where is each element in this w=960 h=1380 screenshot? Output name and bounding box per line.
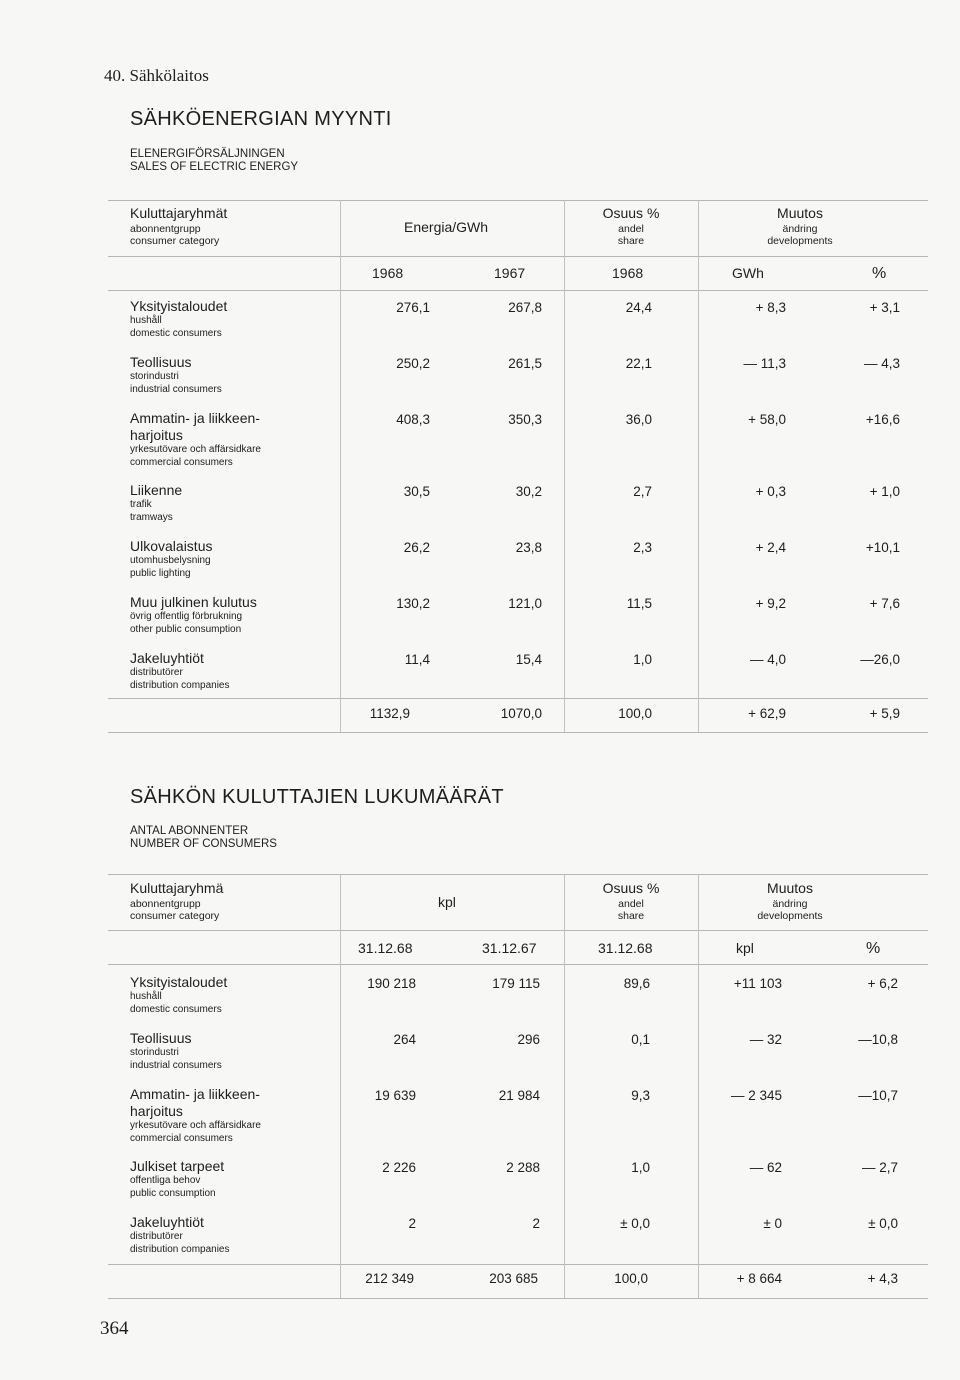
cell-value: + 1,0 — [869, 484, 900, 499]
row-label: Ammatin- ja liikkeen- — [130, 410, 260, 426]
cell-value: 261,5 — [508, 356, 542, 371]
consumers-header-category: Kuluttajaryhmä — [130, 880, 224, 896]
row-label-en: commercial consumers — [130, 1133, 233, 1144]
cell-value: 130,2 — [396, 596, 430, 611]
row-label-se: övrig offentlig förbrukning — [130, 611, 243, 622]
sales-top-rule — [108, 200, 928, 201]
page-number: 364 — [100, 1318, 129, 1339]
cell-value: — 11,3 — [743, 356, 786, 371]
total-value: 1070,0 — [500, 706, 542, 721]
row-label: Yksityistaloudet — [130, 298, 228, 314]
row-label-se: hushåll — [130, 991, 162, 1002]
cell-value: 36,0 — [625, 412, 652, 427]
consumers-subtitle-se: ANTAL ABONNENTER — [130, 825, 249, 837]
row-label-cont: harjoitus — [130, 427, 183, 443]
consumers-subheader-cell: % — [866, 940, 881, 957]
consumers-vline — [340, 874, 341, 1298]
consumers-header-category-se: abonnentgrupp — [130, 898, 201, 910]
cell-value: 19 639 — [374, 1088, 416, 1103]
row-label: Ammatin- ja liikkeen- — [130, 1086, 260, 1102]
cell-value: — 62 — [749, 1160, 782, 1175]
consumers-header-count: kpl — [438, 894, 456, 910]
cell-value: ± 0 — [763, 1216, 782, 1231]
cell-value: 1,0 — [631, 1160, 650, 1175]
cell-value: 296 — [517, 1032, 540, 1047]
cell-value: — 2,7 — [861, 1160, 898, 1175]
cell-value: —10,8 — [858, 1032, 898, 1047]
sales-header-share: Osuus % — [602, 205, 660, 221]
row-label-se: yrkesutövare och affärsidkare — [130, 444, 261, 455]
row-label-en: distribution companies — [130, 1244, 230, 1255]
cell-value: 350,3 — [508, 412, 542, 427]
row-label-cont: harjoitus — [130, 1103, 183, 1119]
consumers-subheader-cell: kpl — [736, 940, 754, 956]
sales-subheader-cell: % — [872, 265, 887, 282]
sales-header-change-se: ändring — [782, 223, 818, 235]
cell-value: + 0,3 — [755, 484, 786, 499]
cell-value: 408,3 — [396, 412, 430, 427]
total-value: 100,0 — [614, 1271, 648, 1286]
cell-value: + 7,6 — [869, 596, 900, 611]
cell-value: 276,1 — [396, 300, 430, 315]
cell-value: 190 218 — [367, 976, 416, 991]
row-label-en: public consumption — [130, 1188, 216, 1199]
row-label-en: distribution companies — [130, 680, 230, 691]
cell-value: 21 984 — [498, 1088, 540, 1103]
cell-value: — 4,0 — [749, 652, 786, 667]
row-label-se: distributörer — [130, 667, 183, 678]
sales-subheader-cell: 1968 — [612, 265, 644, 281]
consumers-header-category-en: consumer category — [130, 910, 220, 922]
consumers-vline — [564, 874, 565, 1298]
total-value: 1132,9 — [369, 706, 410, 721]
sales-subtitle-se: ELENERGIFÖRSÄLJNINGEN — [130, 148, 285, 160]
cell-value: +16,6 — [865, 412, 900, 427]
sales-total-rule-bottom — [108, 732, 928, 733]
cell-value: 2 226 — [382, 1160, 416, 1175]
row-label-en: commercial consumers — [130, 457, 233, 468]
cell-value: — 2 345 — [730, 1088, 782, 1103]
total-value: + 62,9 — [748, 706, 786, 721]
sales-subheader-cell: 1967 — [494, 265, 526, 281]
total-value: + 4,3 — [867, 1271, 898, 1286]
cell-value: 11,5 — [626, 596, 652, 611]
cell-value: 22,1 — [625, 356, 652, 371]
cell-value: 264 — [393, 1032, 416, 1047]
consumers-header-change: Muutos — [767, 880, 813, 896]
consumers-total-rule-bottom — [108, 1298, 928, 1299]
total-value: 100,0 — [618, 706, 652, 721]
cell-value: 1,0 — [633, 652, 652, 667]
cell-value: 23,8 — [515, 540, 542, 555]
cell-value: + 9,2 — [755, 596, 786, 611]
consumers-subheader-cell: 31.12.67 — [482, 940, 537, 956]
cell-value: 179 115 — [492, 976, 540, 991]
row-label: Jakeluyhtiöt — [130, 650, 204, 666]
row-label-en: domestic consumers — [130, 1004, 222, 1015]
row-label-en: industrial consumers — [130, 1060, 222, 1071]
total-value: 212 349 — [365, 1271, 414, 1286]
section-header: 40. Sähkölaitos — [104, 66, 209, 85]
sales-header-share-se: andel — [618, 223, 644, 235]
cell-value: + 3,1 — [869, 300, 900, 315]
consumers-subheader-cell: 31.12.68 — [358, 940, 413, 956]
row-label-en: tramways — [130, 512, 173, 523]
cell-value: 2 288 — [506, 1160, 540, 1175]
cell-value: — 32 — [749, 1032, 782, 1047]
consumers-total-rule-top — [108, 1264, 928, 1265]
row-label: Teollisuus — [130, 354, 192, 370]
cell-value: +11 103 — [733, 976, 782, 991]
cell-value: 9,3 — [631, 1088, 650, 1103]
row-label-en: domestic consumers — [130, 328, 222, 339]
row-label-se: storindustri — [130, 371, 179, 382]
consumers-vline — [698, 874, 699, 1298]
cell-value: 121,0 — [508, 596, 542, 611]
cell-value: — 4,3 — [863, 356, 900, 371]
cell-value: 30,2 — [515, 484, 542, 499]
cell-value: 2 — [532, 1216, 540, 1231]
sales-title: SÄHKÖENERGIAN MYYNTI — [130, 108, 392, 130]
total-value: + 5,9 — [869, 706, 900, 721]
cell-value: 2,3 — [633, 540, 652, 555]
cell-value: 267,8 — [508, 300, 542, 315]
cell-value: 26,2 — [403, 540, 430, 555]
sales-subheader-rule — [108, 290, 928, 291]
cell-value: 2 — [408, 1216, 416, 1231]
cell-value: + 6,2 — [867, 976, 898, 991]
row-label-en: public lighting — [130, 568, 191, 579]
cell-value: + 58,0 — [748, 412, 786, 427]
cell-value: +10,1 — [865, 540, 900, 555]
cell-value: 24,4 — [625, 300, 652, 315]
cell-value: 89,6 — [623, 976, 650, 991]
consumers-header-change-se: ändring — [772, 898, 808, 910]
cell-value: —26,0 — [860, 652, 900, 667]
cell-value: + 2,4 — [755, 540, 786, 555]
sales-header-rule — [108, 256, 928, 257]
row-label: Yksityistaloudet — [130, 974, 228, 990]
consumers-header-share-se: andel — [618, 898, 644, 910]
row-label-se: hushåll — [130, 315, 162, 326]
sales-subtitle-en: SALES OF ELECTRIC ENERGY — [130, 161, 299, 173]
sales-header-category-en: consumer category — [130, 235, 220, 247]
row-label-en: other public consumption — [130, 624, 242, 635]
total-value: 203 685 — [489, 1271, 538, 1286]
consumers-subtitle-en: NUMBER OF CONSUMERS — [130, 838, 277, 850]
sales-total-rule-top — [108, 698, 928, 699]
row-label: Ulkovalaistus — [130, 538, 213, 554]
row-label-se: distributörer — [130, 1231, 183, 1242]
row-label: Liikenne — [130, 482, 183, 498]
consumers-title: SÄHKÖN KULUTTAJIEN LUKUMÄÄRÄT — [130, 786, 504, 808]
cell-value: ± 0,0 — [620, 1216, 650, 1231]
sales-subheader-cell: GWh — [732, 265, 764, 281]
row-label-se: yrkesutövare och affärsidkare — [130, 1120, 261, 1131]
total-value: + 8 664 — [736, 1271, 782, 1286]
consumers-subheader-rule — [108, 964, 928, 965]
cell-value: 250,2 — [396, 356, 430, 371]
consumers-header-rule — [108, 930, 928, 931]
cell-value: + 8,3 — [755, 300, 786, 315]
row-label: Julkiset tarpeet — [130, 1158, 225, 1174]
consumers-header-share-en: share — [617, 910, 645, 922]
row-label-se: utomhusbelysning — [130, 555, 211, 566]
cell-value: 11,4 — [404, 652, 430, 667]
sales-header-category-se: abonnentgrupp — [130, 223, 201, 235]
consumers-header-share: Osuus % — [602, 880, 660, 896]
consumers-subheader-cell: 31.12.68 — [598, 940, 653, 956]
cell-value: 0,1 — [631, 1032, 650, 1047]
sales-header-share-en: share — [617, 235, 645, 247]
row-label-se: offentliga behov — [130, 1175, 201, 1186]
cell-value: 15,4 — [515, 652, 542, 667]
row-label: Muu julkinen kulutus — [130, 594, 257, 610]
sales-header-category: Kuluttajaryhmät — [130, 205, 228, 221]
consumers-top-rule — [108, 874, 928, 875]
sales-header-change-en: developments — [767, 235, 833, 247]
cell-value: ± 0,0 — [868, 1216, 898, 1231]
consumers-header-change-en: developments — [757, 910, 823, 922]
cell-value: 2,7 — [633, 484, 652, 499]
row-label: Jakeluyhtiöt — [130, 1214, 204, 1230]
cell-value: 30,5 — [403, 484, 430, 499]
sales-header-energy: Energia/GWh — [404, 219, 489, 235]
row-label: Teollisuus — [130, 1030, 192, 1046]
row-label-en: industrial consumers — [130, 384, 222, 395]
sales-header-change: Muutos — [777, 205, 823, 221]
cell-value: —10,7 — [858, 1088, 898, 1103]
sales-subheader-cell: 1968 — [372, 265, 404, 281]
row-label-se: storindustri — [130, 1047, 179, 1058]
row-label-se: trafik — [130, 499, 152, 510]
